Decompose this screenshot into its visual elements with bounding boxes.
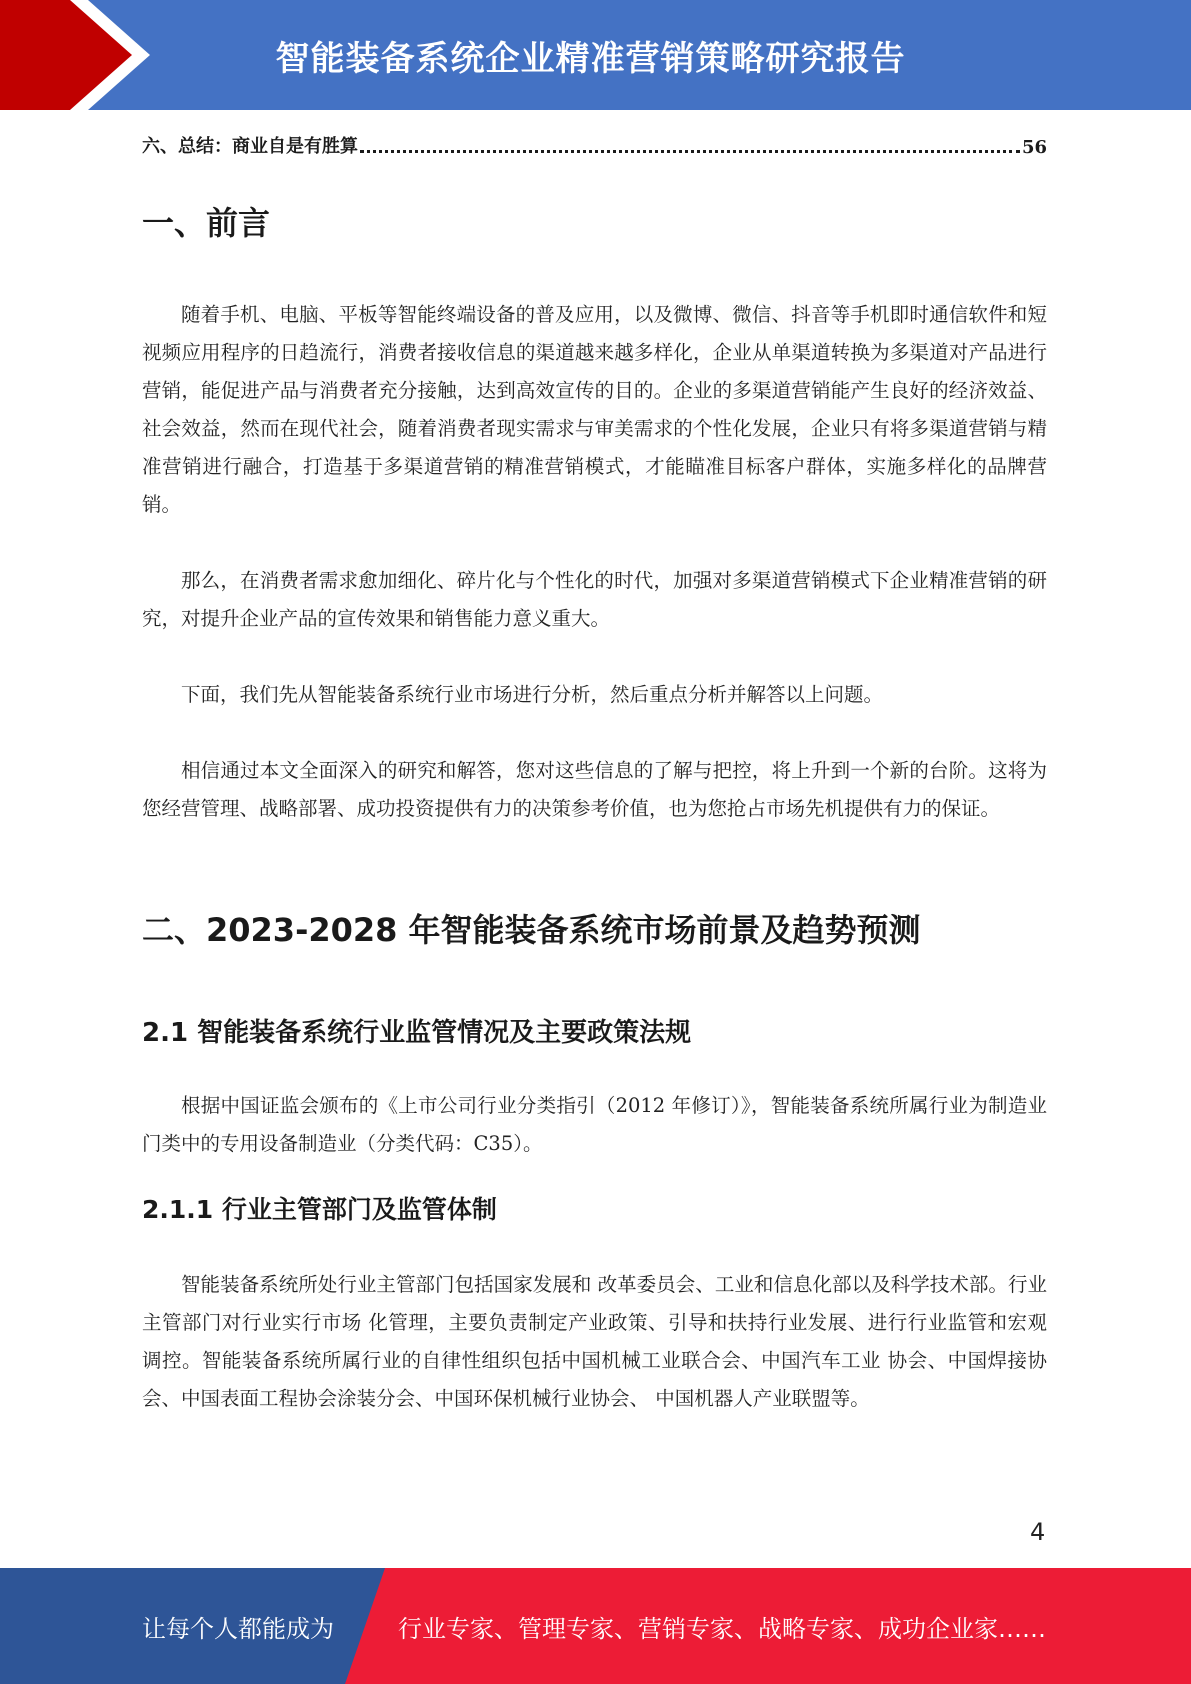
footer-slogan-left: 让每个人都能成为	[142, 1614, 334, 1643]
page-header	[0, 0, 1191, 110]
section-1-heading: 一、前言	[142, 204, 271, 242]
toc-entry-page: 56	[1021, 137, 1047, 158]
section-1-paragraph-3: 下面，我们先从智能装备系统行业市场进行分析，然后重点分析并解答以上问题。	[181, 683, 884, 706]
section-1-paragraph-1: 随着手机、电脑、平板等智能终端设备的普及应用，以及微博、微信、抖音等手机即时通信软件和短视频应用程序的日趋流行，消费者接收信息的渠道越来越多样化，企业从单渠道转换为多渠道对产品进行营销，能促进产品与消费者充分接触，达到高效宣传的目的。企业的多渠道营销能产生良好的经济效益、社会效益，然而在现代社会，随着消费者现实需求与审美需求的个性化发展，企业只有将多渠道营销与精准营销进行融合，打造基于多渠道营销的精准营销模式，才能瞄准目标客户群体，实施多样化的品牌营销。	[142, 303, 1047, 516]
toc-leader-dots	[360, 150, 1020, 153]
section-2-heading: 二、2023-2028 年智能装备系统市场前景及趋势预测	[142, 911, 921, 949]
header-arrow-shape	[0, 0, 140, 110]
section-2-1-paragraph: 根据中国证监会颁布的《上市公司行业分类指引（2012 年修订）》，智能装备系统所属行业为制造业门类中的专用设备制造业（分类代码：C35）。	[142, 1094, 1047, 1155]
section-1-paragraph-2: 那么，在消费者需求愈加细化、碎片化与个性化的时代，加强对多渠道营销模式下企业精准营销的研究，对提升企业产品的宣传效果和销售能力意义重大。	[142, 569, 1047, 630]
toc-entry[interactable]	[142, 130, 1047, 158]
footer-slogan-right: 行业专家、管理专家、营销专家、战略专家、成功企业家……	[398, 1614, 1046, 1643]
section-2-1-1-heading: 2.1.1 行业主管部门及监管体制	[142, 1195, 497, 1224]
section-2-1-heading: 2.1 智能装备系统行业监管情况及主要政策法规	[142, 1018, 692, 1048]
section-2-1-1-paragraph: 智能装备系统所处行业主管部门包括国家发展和 改革委员会、工业和信息化部以及科学技术部。行业主管部门对行业实行市场 化管理，主要负责制定产业政策、引导和扶持行业发展、进行行业监管和宏观 调控。智能装备系统所属行业的自律性组织包括中国机械工业联合会、中国汽车工业 协会、中国焊接协会、中国表面工程协会涂装分会、中国环保机械行业协会、 中国机器人产业联盟等。	[142, 1273, 1047, 1410]
page-footer	[0, 1568, 1191, 1684]
toc-entry-text: 六、总结：商业自是有胜算	[142, 136, 358, 157]
page-number: 4	[1030, 1518, 1046, 1546]
section-1-paragraph-4: 相信通过本文全面深入的研究和解答，您对这些信息的了解与把控，将上升到一个新的台阶。这将为您经营管理、战略部署、成功投资提供有力的决策参考价值，也为您抢占市场先机提供有力的保证。	[142, 759, 1047, 820]
report-title: 智能装备系统企业精准营销策略研究报告	[275, 38, 906, 79]
